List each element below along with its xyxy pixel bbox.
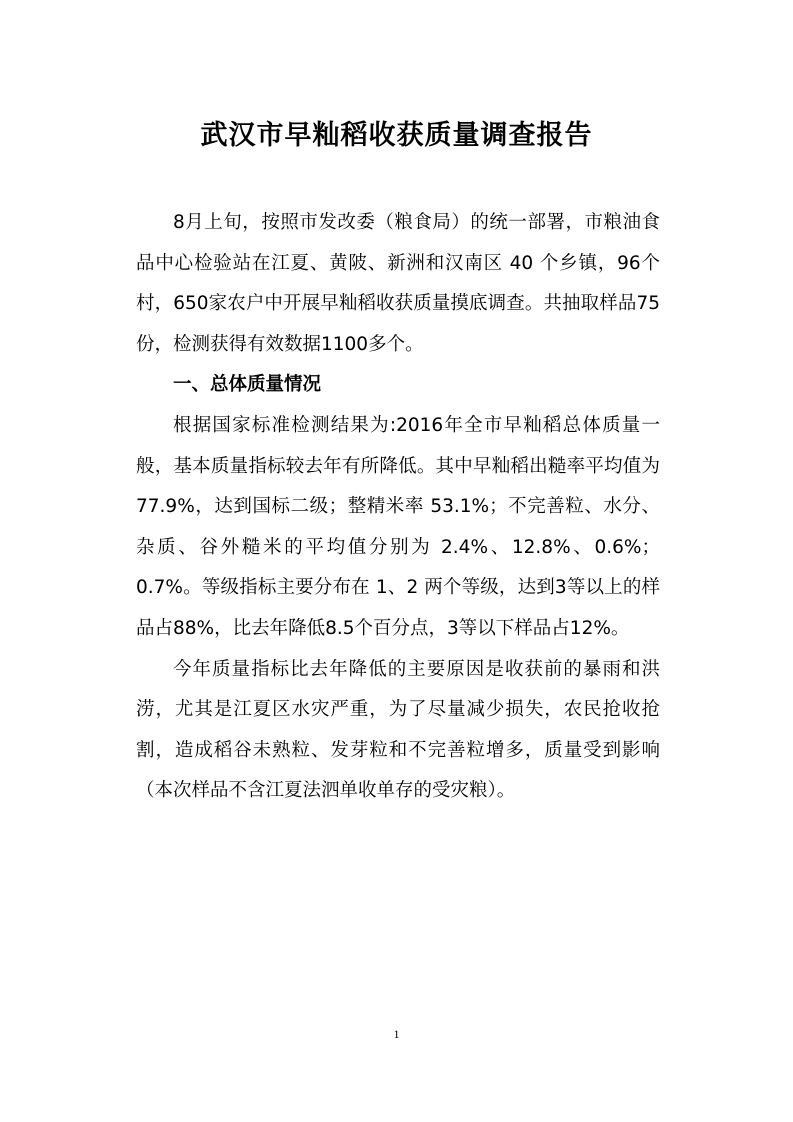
- page-number: 1: [393, 1027, 400, 1041]
- section-heading-overall-quality: 一、总体质量情况: [173, 374, 322, 396]
- paragraph-test-results: 根据国家标准检测结果为:2016年全市早籼稻总体质量一般，基本质量指标较去年有所降低。其中早籼稻出糙率平均值为 77.9%，达到国标二级；整精米率 53.1%；不完善粒、水分、杂质、谷外糙米的平均值分别为 2.4%、12.8%、0.6%； 0.7%。等级指标主要分布在 1、2 两个等级，达到3等以上的样品占88%，比去年降低8.5个百分点，3等以下样品占12%。: [136, 414, 660, 639]
- paragraph-quality-decline-reason: 今年质量指标比去年降低的主要原因是收获前的暴雨和洪涝，尤其是江夏区水灾严重，为了尽量减少损失，农民抢收抢割，造成稻谷未熟粒、发芽粒和不完善粒增多，质量受到影响（本次样品不含江夏法泗单收单存的受灾粮）。: [136, 658, 660, 802]
- paragraph-intro: 8月上旬，按照市发改委（粮食局）的统一部署，市粮油食品中心检验站在江夏、黄陂、新洲和汉南区 40 个乡镇，96个村，650家农户中开展早籼稻收获质量摸底调查。共抽取样品75份，检测获得有效数据1100多个。: [136, 212, 660, 355]
- document-body: [136, 203, 660, 812]
- document-title: 武汉市早籼稻收获质量调查报告: [200, 120, 593, 151]
